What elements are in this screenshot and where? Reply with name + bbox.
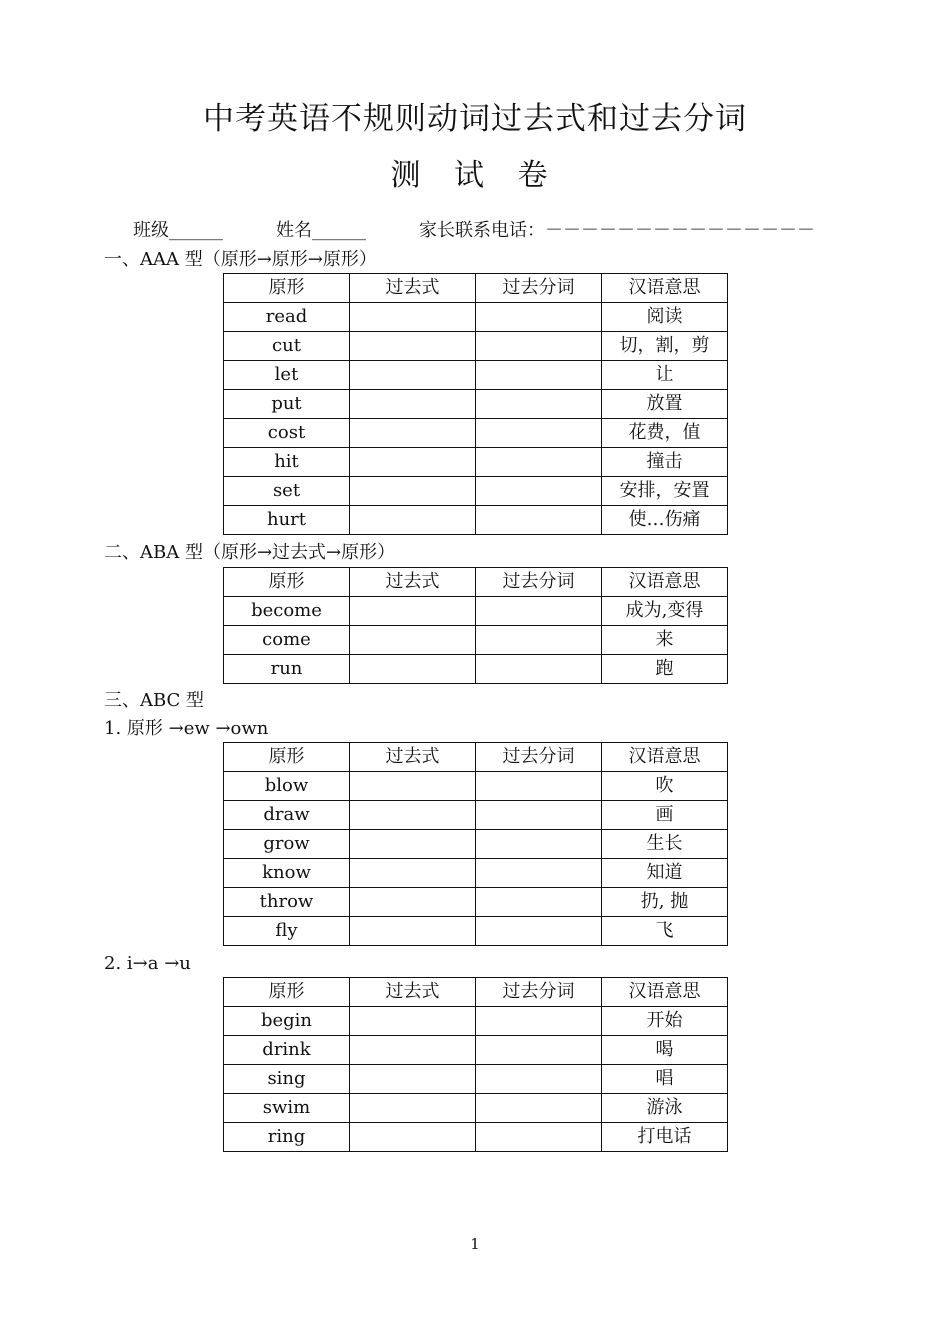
chinese-meaning-cell: 撞击 <box>602 448 728 477</box>
column-header: 过去分词 <box>476 274 602 303</box>
past-participle-blank[interactable] <box>476 303 602 332</box>
table-header-row <box>224 568 728 597</box>
column-header: 原形 <box>224 568 350 597</box>
table-row <box>224 390 728 419</box>
base-form-cell: ring <box>224 1123 350 1152</box>
table-row <box>224 801 728 830</box>
document-title: 中考英语不规则动词过去式和过去分词 <box>203 101 747 137</box>
table-row <box>224 1123 728 1152</box>
past-participle-blank[interactable] <box>476 1065 602 1094</box>
chinese-meaning-cell: 开始 <box>602 1007 728 1036</box>
base-form-cell: fly <box>224 917 350 946</box>
past-participle-blank[interactable] <box>476 1007 602 1036</box>
verb-table-aba <box>223 567 728 684</box>
chinese-meaning-cell: 成为,变得 <box>602 597 728 626</box>
table-row <box>224 1007 728 1036</box>
past-participle-blank[interactable] <box>476 506 602 535</box>
table-header-row <box>224 743 728 772</box>
chinese-meaning-cell: 扔, 抛 <box>602 888 728 917</box>
chinese-meaning-cell: 飞 <box>602 917 728 946</box>
chinese-meaning-cell: 来 <box>602 626 728 655</box>
past-participle-blank[interactable] <box>476 626 602 655</box>
past-tense-blank[interactable] <box>350 303 476 332</box>
verb-table-i-a-u <box>223 977 728 1152</box>
base-form-cell: sing <box>224 1065 350 1094</box>
base-form-cell: draw <box>224 801 350 830</box>
table-row <box>224 888 728 917</box>
table-row <box>224 1094 728 1123</box>
past-tense-blank[interactable] <box>350 655 476 684</box>
past-participle-blank[interactable] <box>476 597 602 626</box>
base-form-cell: cut <box>224 332 350 361</box>
column-header: 汉语意思 <box>602 274 728 303</box>
past-tense-blank[interactable] <box>350 888 476 917</box>
past-participle-blank[interactable] <box>476 477 602 506</box>
chinese-meaning-cell: 安排，安置 <box>602 477 728 506</box>
column-header: 过去式 <box>350 274 476 303</box>
chinese-meaning-cell: 知道 <box>602 859 728 888</box>
column-header: 汉语意思 <box>602 568 728 597</box>
table-row <box>224 477 728 506</box>
past-tense-blank[interactable] <box>350 917 476 946</box>
past-participle-blank[interactable] <box>476 830 602 859</box>
section-heading-abc: 三、ABC 型 <box>104 690 205 711</box>
past-participle-blank[interactable] <box>476 1123 602 1152</box>
table-row <box>224 1065 728 1094</box>
table-row <box>224 303 728 332</box>
table-row <box>224 655 728 684</box>
chinese-meaning-cell: 跑 <box>602 655 728 684</box>
past-participle-blank[interactable] <box>476 772 602 801</box>
column-header: 过去式 <box>350 568 476 597</box>
chinese-meaning-cell: 花费，值 <box>602 419 728 448</box>
base-form-cell: throw <box>224 888 350 917</box>
name-field[interactable]: 姓名______ <box>276 220 366 241</box>
base-form-cell: put <box>224 390 350 419</box>
column-header: 过去式 <box>350 978 476 1007</box>
table-row <box>224 597 728 626</box>
table-row <box>224 448 728 477</box>
past-tense-blank[interactable] <box>350 1094 476 1123</box>
past-participle-blank[interactable] <box>476 1094 602 1123</box>
chinese-meaning-cell: 唱 <box>602 1065 728 1094</box>
past-participle-blank[interactable] <box>476 332 602 361</box>
table-row <box>224 626 728 655</box>
table-row <box>224 859 728 888</box>
base-form-cell: grow <box>224 830 350 859</box>
document-subtitle: 测 试 卷 <box>390 158 560 193</box>
past-participle-blank[interactable] <box>476 1036 602 1065</box>
past-participle-blank[interactable] <box>476 448 602 477</box>
chinese-meaning-cell: 让 <box>602 361 728 390</box>
chinese-meaning-cell: 游泳 <box>602 1094 728 1123</box>
past-participle-blank[interactable] <box>476 361 602 390</box>
past-participle-blank[interactable] <box>476 655 602 684</box>
past-tense-blank[interactable] <box>350 801 476 830</box>
chinese-meaning-cell: 阅读 <box>602 303 728 332</box>
past-tense-blank[interactable] <box>350 506 476 535</box>
past-tense-blank[interactable] <box>350 772 476 801</box>
past-participle-blank[interactable] <box>476 917 602 946</box>
base-form-cell: hurt <box>224 506 350 535</box>
table-row <box>224 419 728 448</box>
base-form-cell: set <box>224 477 350 506</box>
chinese-meaning-cell: 使…伤痛 <box>602 506 728 535</box>
past-tense-blank[interactable] <box>350 361 476 390</box>
past-tense-blank[interactable] <box>350 448 476 477</box>
column-header: 过去分词 <box>476 568 602 597</box>
table-row <box>224 772 728 801</box>
verb-table-aaa <box>223 273 728 535</box>
table-header-row <box>224 978 728 1007</box>
chinese-meaning-cell: 打电话 <box>602 1123 728 1152</box>
past-tense-blank[interactable] <box>350 1036 476 1065</box>
base-form-cell: become <box>224 597 350 626</box>
table-row <box>224 332 728 361</box>
table-row <box>224 506 728 535</box>
base-form-cell: begin <box>224 1007 350 1036</box>
past-tense-blank[interactable] <box>350 332 476 361</box>
table-row <box>224 830 728 859</box>
verb-table-ew-own <box>223 742 728 946</box>
chinese-meaning-cell: 喝 <box>602 1036 728 1065</box>
past-participle-blank[interactable] <box>476 390 602 419</box>
past-tense-blank[interactable] <box>350 1123 476 1152</box>
base-form-cell: hit <box>224 448 350 477</box>
table-row <box>224 917 728 946</box>
base-form-cell: run <box>224 655 350 684</box>
section-heading-aaa: 一、AAA 型（原形→原形→原形） <box>104 249 377 270</box>
past-tense-blank[interactable] <box>350 390 476 419</box>
subsection-heading-ew-own: 1. 原形 →ew →own <box>104 718 269 739</box>
past-tense-blank[interactable] <box>350 419 476 448</box>
table-row <box>224 361 728 390</box>
past-tense-blank[interactable] <box>350 626 476 655</box>
base-form-cell: let <box>224 361 350 390</box>
past-participle-blank[interactable] <box>476 859 602 888</box>
column-header: 原形 <box>224 743 350 772</box>
page-number: 1 <box>470 1235 480 1253</box>
table-header-row <box>224 274 728 303</box>
column-header: 过去式 <box>350 743 476 772</box>
column-header: 过去分词 <box>476 743 602 772</box>
column-header: 过去分词 <box>476 978 602 1007</box>
base-form-cell: cost <box>224 419 350 448</box>
column-header: 汉语意思 <box>602 743 728 772</box>
class-field[interactable]: 班级______ <box>133 220 223 241</box>
past-tense-blank[interactable] <box>350 859 476 888</box>
table-row <box>224 1036 728 1065</box>
base-form-cell: know <box>224 859 350 888</box>
past-tense-blank[interactable] <box>350 477 476 506</box>
past-participle-blank[interactable] <box>476 801 602 830</box>
base-form-cell: swim <box>224 1094 350 1123</box>
chinese-meaning-cell: 画 <box>602 801 728 830</box>
column-header: 汉语意思 <box>602 978 728 1007</box>
parent-phone-field[interactable]: 家长联系电话：－－－－－－－－－－－－－－－ <box>419 220 815 241</box>
chinese-meaning-cell: 生长 <box>602 830 728 859</box>
base-form-cell: drink <box>224 1036 350 1065</box>
past-tense-blank[interactable] <box>350 1007 476 1036</box>
chinese-meaning-cell: 切，割，剪 <box>602 332 728 361</box>
past-participle-blank[interactable] <box>476 419 602 448</box>
section-heading-aba: 二、ABA 型（原形→过去式→原形） <box>104 542 396 563</box>
chinese-meaning-cell: 吹 <box>602 772 728 801</box>
base-form-cell: read <box>224 303 350 332</box>
student-info-line <box>133 218 815 244</box>
past-tense-blank[interactable] <box>350 830 476 859</box>
chinese-meaning-cell: 放置 <box>602 390 728 419</box>
column-header: 原形 <box>224 978 350 1007</box>
past-tense-blank[interactable] <box>350 597 476 626</box>
subsection-heading-i-a-u: 2. i→a →u <box>104 953 191 974</box>
column-header: 原形 <box>224 274 350 303</box>
past-participle-blank[interactable] <box>476 888 602 917</box>
base-form-cell: blow <box>224 772 350 801</box>
base-form-cell: come <box>224 626 350 655</box>
past-tense-blank[interactable] <box>350 1065 476 1094</box>
